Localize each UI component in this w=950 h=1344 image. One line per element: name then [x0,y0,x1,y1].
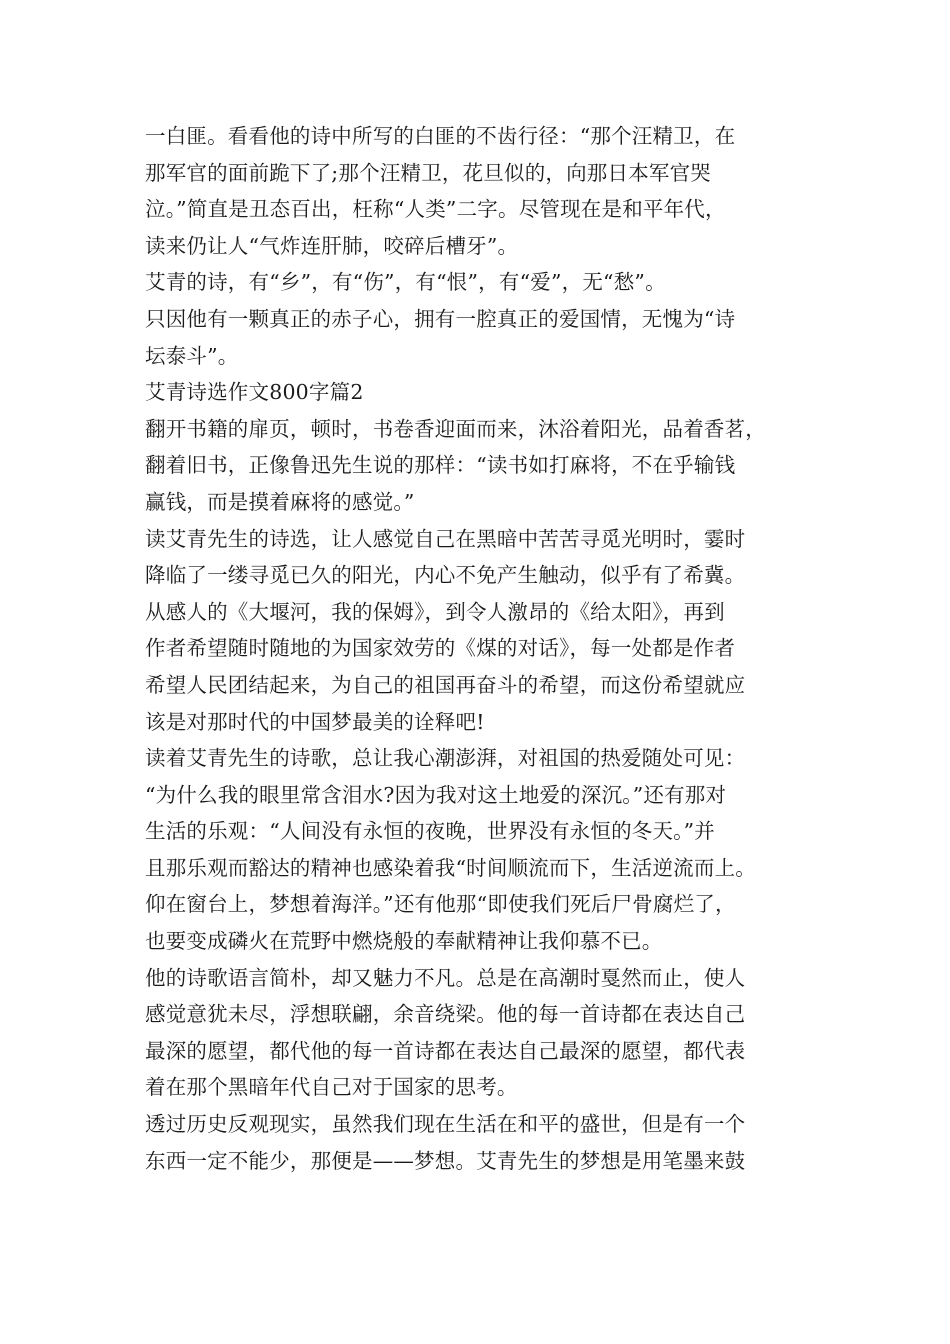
text-line-15: 作者希望随时随地的为国家效劳的《煤的对话》，每一处都是作者 [145,636,736,661]
text-line-3: 泣。”简直是丑态百出，枉称“人类”二字。尽管现在是和平年代， [145,197,726,222]
text-line-10: 翻着旧书，正像鲁迅先生说的那样：“读书如打麻将，不在乎输钱 [145,453,736,478]
text-line-20: 生活的乐观：“人间没有永恒的夜晚，世界没有永恒的冬天。”并 [145,819,716,844]
text-line-27: 着在那个黑暗年代自己对于国家的思考。 [145,1075,518,1100]
text-line-24: 他的诗歌语言简朴，却又魅力不凡。总是在高潮时戛然而止，使人 [145,965,746,990]
text-line-29: 东西一定不能少，那便是——梦想。艾青先生的梦想是用笔墨来鼓 [145,1148,746,1173]
text-line-13: 降临了一缕寻觅已久的阳光，内心不免产生触动，似乎有了希冀。 [145,563,746,588]
text-line-19: “为什么我的眼里常含泪水?因为我对这土地爱的深沉。”还有那对 [145,782,727,807]
text-line-28: 透过历史反观现实，虽然我们现在生活在和平的盛世，但是有一个 [145,1112,746,1137]
section-heading: 艾青诗选作文800字篇2 [145,380,364,405]
text-line-12: 读艾青先生的诗选，让人感觉自己在黑暗中苦苦寻觅光明时，霎时 [145,526,746,551]
text-line-11: 赢钱，而是摸着麻将的感觉。” [145,489,415,514]
text-line-7: 坛泰斗”。 [145,343,239,368]
text-line-21: 且那乐观而豁达的精神也感染着我“时间顺流而下，生活逆流而上。 [145,855,756,880]
text-line-1: 一白匪。看看他的诗中所写的白匪的不齿行径：“那个汪精卫，在 [145,124,736,148]
text-line-5: 艾青的诗，有“乡”，有“伤”，有“恨”，有“爱”，无“愁”。 [145,270,666,295]
text-line-26: 最深的愿望，都代他的每一首诗都在表达自己最深的愿望，都代表 [145,1038,746,1063]
text-line-4: 读来仍让人“气炸连肝肺，咬碎后槽牙”。 [145,233,519,258]
text-line-16: 希望人民团结起来，为自己的祖国再奋斗的希望，而这份希望就应 [145,672,746,697]
text-line-18: 读着艾青先生的诗歌，总让我心潮澎湃，对祖国的热爱随处可见： [145,746,746,771]
text-line-9: 翻开书籍的扉页，顿时，书卷香迎面而来，沐浴着阳光，品着香茗， [145,416,766,441]
text-line-17: 该是对那时代的中国梦最美的诠释吧! [145,709,485,734]
text-line-6: 只因他有一颗真正的赤子心，拥有一腔真正的爱国情，无愧为“诗 [145,306,736,331]
text-line-2: 那军官的面前跪下了;那个汪精卫，花旦似的，向那日本军官哭 [145,160,712,185]
text-line-23: 也要变成磷火在荒野中燃烧般的奉献精神让我仰慕不已。 [145,929,663,954]
document-page [145,118,835,1179]
text-line-25: 感觉意犹未尽，浮想联翩，余音绕梁。他的每一首诗都在表达自己 [145,1002,746,1027]
text-line-14: 从感人的《大堰河，我的保姆》，到令人激昂的《给太阳》，再到 [145,599,725,624]
text-line-22: 仰在窗台上，梦想着海洋。”还有他那“即使我们死后尸骨腐烂了， [145,892,736,917]
